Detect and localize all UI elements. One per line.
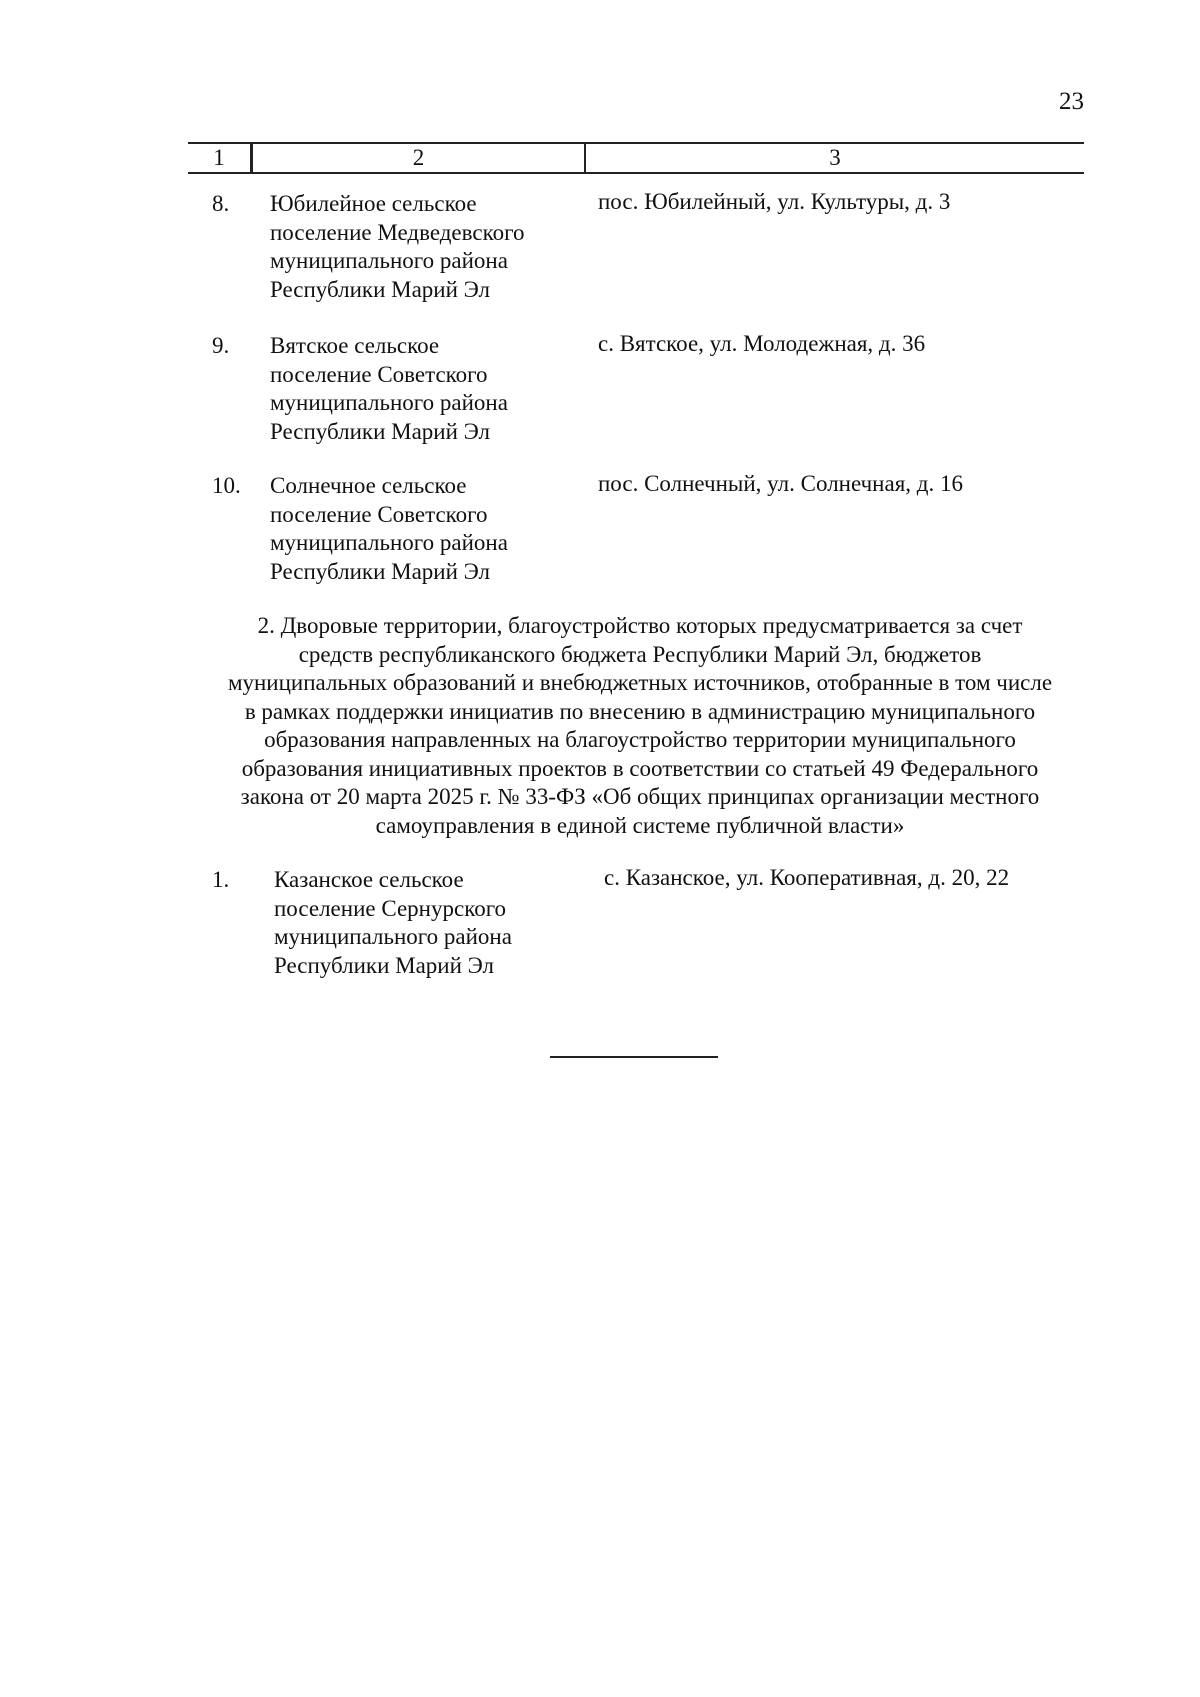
municipality-name-line: муниципального района [274,924,512,949]
municipality-name-line: Республики Марий Эл [270,276,491,302]
table-header-col-2: 2 [252,144,586,172]
table-header-col-1: 1 [188,144,252,172]
municipality-name-line: поселение Сернурского [274,895,507,921]
municipality-name-line: Республики Марий Эл [270,418,491,444]
municipality-name-line: Республики Марий Эл [270,558,491,584]
address: пос. Солнечный, ул. Солнечная, д. 16 [598,471,963,496]
municipality-name-line: поселение Медведевского [270,219,525,245]
municipality-name-line: Республики Марий Эл [274,952,495,978]
address: пос. Юбилейный, ул. Культуры, д. 3 [598,189,951,214]
municipality-name-line: поселение Советского [270,361,488,387]
row-number: 9. [212,333,230,358]
section-2-heading-line: самоуправления в единой системе публичной власти» [375,812,905,838]
end-of-document-rule [550,1056,718,1058]
municipality-name [274,866,512,980]
section-2-heading-line: муниципальных образований и внебюджетных источников, отобранные в том числе [227,670,1053,695]
table-header-col-3: 3 [829,145,841,170]
page-number: 23 [1059,88,1084,115]
row-number: 8. [212,191,230,216]
municipality-name-line: поселение Советского [270,501,488,527]
municipality-name-line: муниципального района [270,248,508,273]
section-2-heading-line: средств республиканского бюджета Республики Марий Эл, бюджетов [298,641,982,667]
row-number: 10. [212,473,241,498]
municipality-name-line: муниципального района [270,530,508,555]
municipality-name-line: Юбилейное сельское [270,191,477,216]
municipality-name-line: Вятское сельское [270,333,440,358]
row-number: 1. [212,867,230,892]
municipality-name [270,190,524,304]
section-2-heading-line: 2. Дворовые территории, благоустройство которых предусматривается за счет [257,613,1023,638]
address: с. Вятское, ул. Молодежная, д. 36 [598,331,926,356]
address: с. Казанское, ул. Кооперативная, д. 20, 22 [604,865,1010,890]
section-2-heading-line: в рамках поддержки инициатив по внесению в администрацию муниципального [244,698,1036,724]
municipality-name [270,472,508,586]
section-2-heading [190,612,1090,840]
table-header [188,142,1084,174]
municipality-name-line: Казанское сельское [274,867,464,892]
municipality-name-line: муниципального района [270,390,508,415]
section-2-heading-line: образования направленных на благоустройство территории муниципального [264,727,1016,752]
section-2-heading-line: образования инициативных проектов в соответствии со статьей 49 Федерального [241,755,1039,781]
municipality-name-line: Солнечное сельское [270,473,467,498]
section-2-heading-line: закона от 20 марта 2025 г. № 33-ФЗ «Об общих принципах организации местного [240,784,1040,809]
municipality-name [270,332,508,446]
